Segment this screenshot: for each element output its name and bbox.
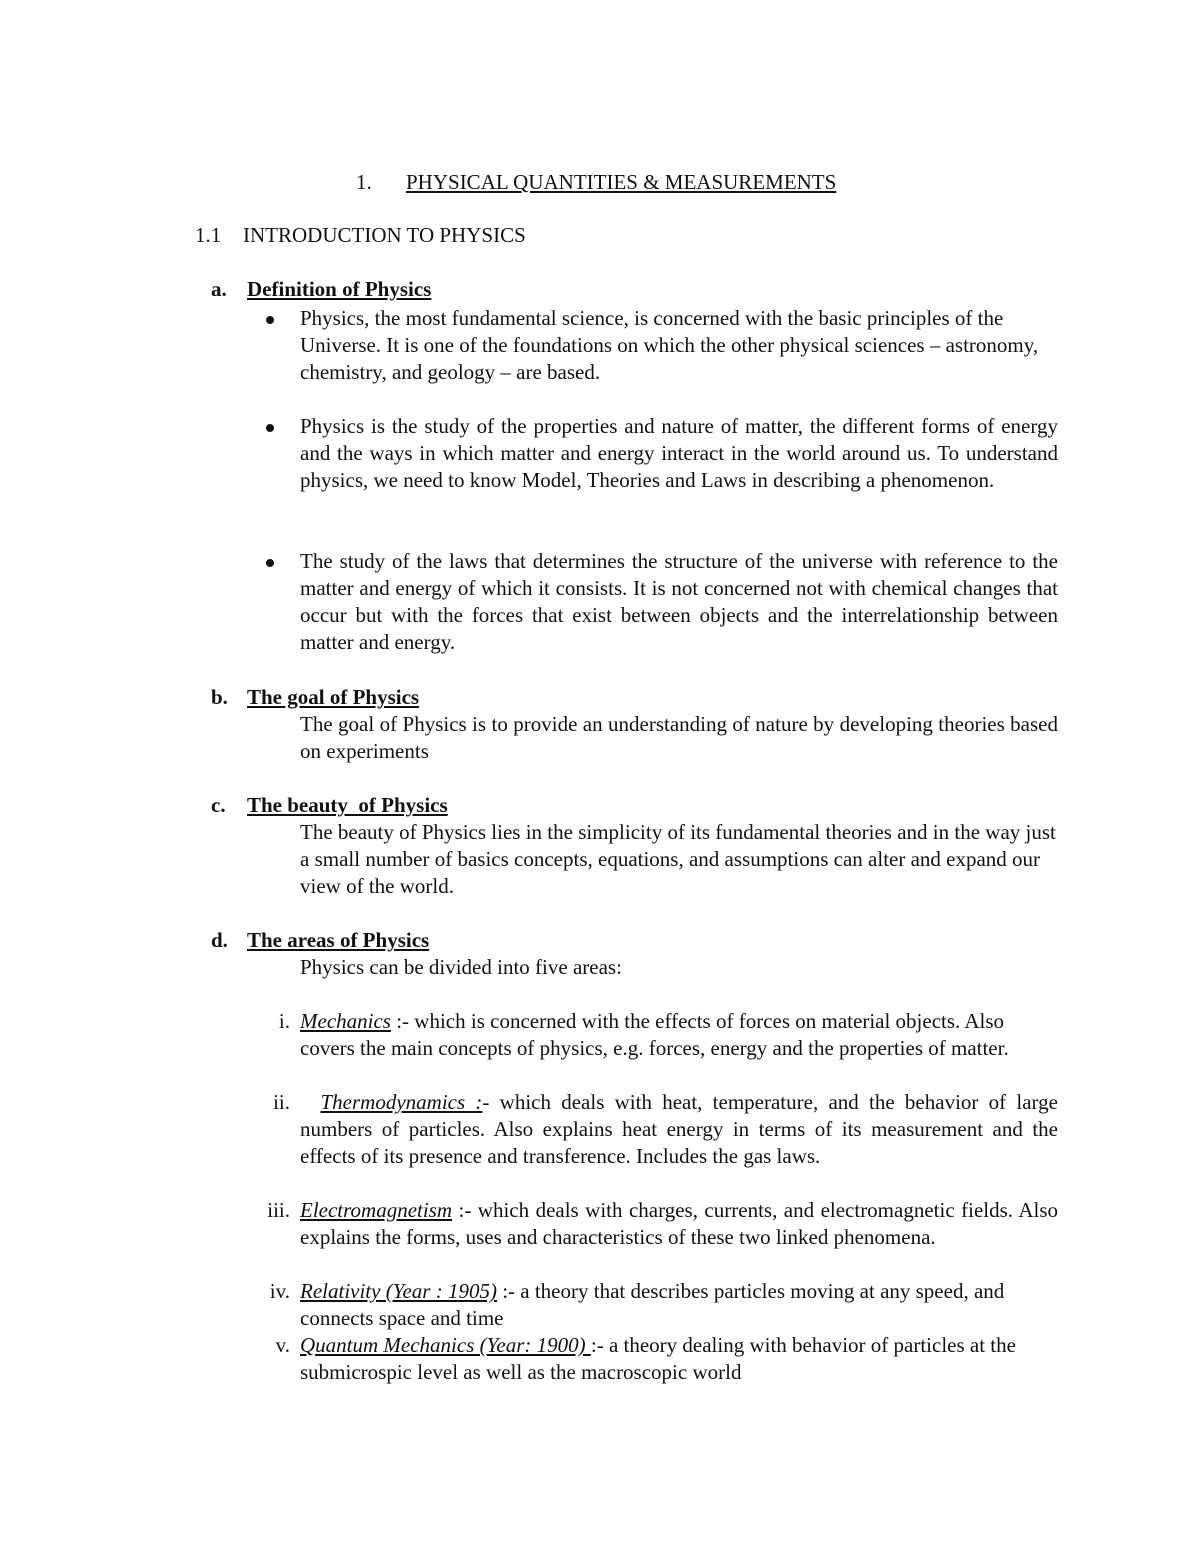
area-description: which deals with charges, currents, and electromagnetic fields. Also explains the forms, uses and characteristics of these two linked phenomena. — [300, 1198, 1058, 1249]
section-title — [195, 222, 526, 249]
goal-heading — [211, 684, 419, 711]
goal-text: The goal of Physics is to provide an understanding of nature by developing theories based on experiments — [300, 712, 1058, 763]
area-separator: :- — [590, 1333, 604, 1357]
areas-letter: d. — [211, 928, 228, 952]
beauty-text: The beauty of Physics lies in the simplicity of its fundamental theories and in the way just a small number of basics concepts, equations, and assumptions can alter and expand our view of the world. — [300, 820, 1056, 898]
area-item-electromagnetism — [267, 1197, 1058, 1251]
definition-heading — [211, 276, 431, 303]
area-item-relativity — [269, 1278, 1058, 1332]
area-item-number: v. — [275, 1333, 290, 1357]
beauty-letter: c. — [211, 793, 226, 817]
areas-heading — [211, 927, 429, 954]
section-number: 1.1 — [195, 223, 222, 247]
areas-heading-text: The areas of Physics — [247, 928, 430, 952]
area-description: which is concerned with the effects of forces on material objects. Also covers the main concepts of physics, e.g. forces, energy and the properties of matter. — [300, 1009, 1009, 1060]
definition-bullet-text: Physics, the most fundamental science, is concerned with the basic principles of the Universe. It is one of the foundations on which the other physical sciences – astronomy, chemistry, and geology – are based. — [300, 306, 1039, 384]
area-separator: :- — [390, 1009, 410, 1033]
area-item-number: i. — [278, 1009, 290, 1033]
area-description: a theory that describes particles moving at any speed, and connects space and time — [300, 1279, 1005, 1330]
area-separator: :- — [496, 1279, 516, 1303]
area-item-mechanics — [278, 1008, 1058, 1062]
bullet-icon — [266, 559, 274, 567]
definition-bullet — [300, 305, 1058, 386]
area-item-thermodynamics — [273, 1089, 1058, 1170]
area-separator: :- — [452, 1198, 472, 1222]
beauty-heading-text: The beauty of Physics — [247, 793, 448, 817]
area-term: Thermodynamics : — [320, 1090, 483, 1114]
area-term: Mechanics — [300, 1009, 391, 1033]
chapter-title — [356, 169, 836, 196]
area-item-number: iii. — [267, 1198, 290, 1222]
area-separator: - — [482, 1090, 490, 1114]
bullet-icon — [266, 316, 274, 324]
area-item-number: ii. — [273, 1090, 290, 1114]
beauty-heading — [211, 792, 448, 819]
area-description: which deals with heat, temperature, and the behavior of large numbers of particles. Also explains heat energy in terms of its measurement and the effects of its presence and transference. Includes the gas laws. — [300, 1090, 1058, 1168]
definition-bullet-text: The study of the laws that determines the structure of the universe with reference to the matter and energy of which it consists. It is not concerned not with chemical changes that occur but with the forces that exist between objects and the interrelationship between matter and energy. — [300, 549, 1058, 654]
definition-bullet — [300, 548, 1058, 656]
chapter-title-text: PHYSICAL QUANTITIES & MEASUREMENTS — [406, 170, 837, 194]
area-term: Quantum Mechanics (Year: 1900) — [300, 1333, 591, 1357]
section-title-text: INTRODUCTION TO PHYSICS — [243, 223, 526, 247]
bullet-icon — [266, 424, 274, 432]
area-description: a theory dealing with behavior of particles at the submicrospic level as well as the macroscopic world — [300, 1333, 1016, 1384]
definition-bullet-text: Physics is the study of the properties and nature of matter, the different forms of energy and the ways in which matter and energy interact in the world around us. To understand physics, we need to know Model, Theories and Laws in describing a phenomenon. — [300, 414, 1058, 492]
area-item-number: iv. — [269, 1279, 290, 1303]
area-term: Electromagnetism — [300, 1198, 453, 1222]
goal-letter: b. — [211, 685, 228, 709]
definition-heading-text: Definition of Physics — [247, 277, 432, 301]
definition-bullet — [300, 413, 1058, 494]
goal-heading-text: The goal of Physics — [247, 685, 420, 709]
definition-letter: a. — [211, 277, 227, 301]
areas-intro: Physics can be divided into five areas: — [300, 955, 622, 979]
area-term: Relativity (Year : 1905) — [300, 1279, 497, 1303]
area-item-quantum-mechanics — [275, 1332, 1058, 1386]
chapter-number: 1. — [356, 170, 372, 194]
